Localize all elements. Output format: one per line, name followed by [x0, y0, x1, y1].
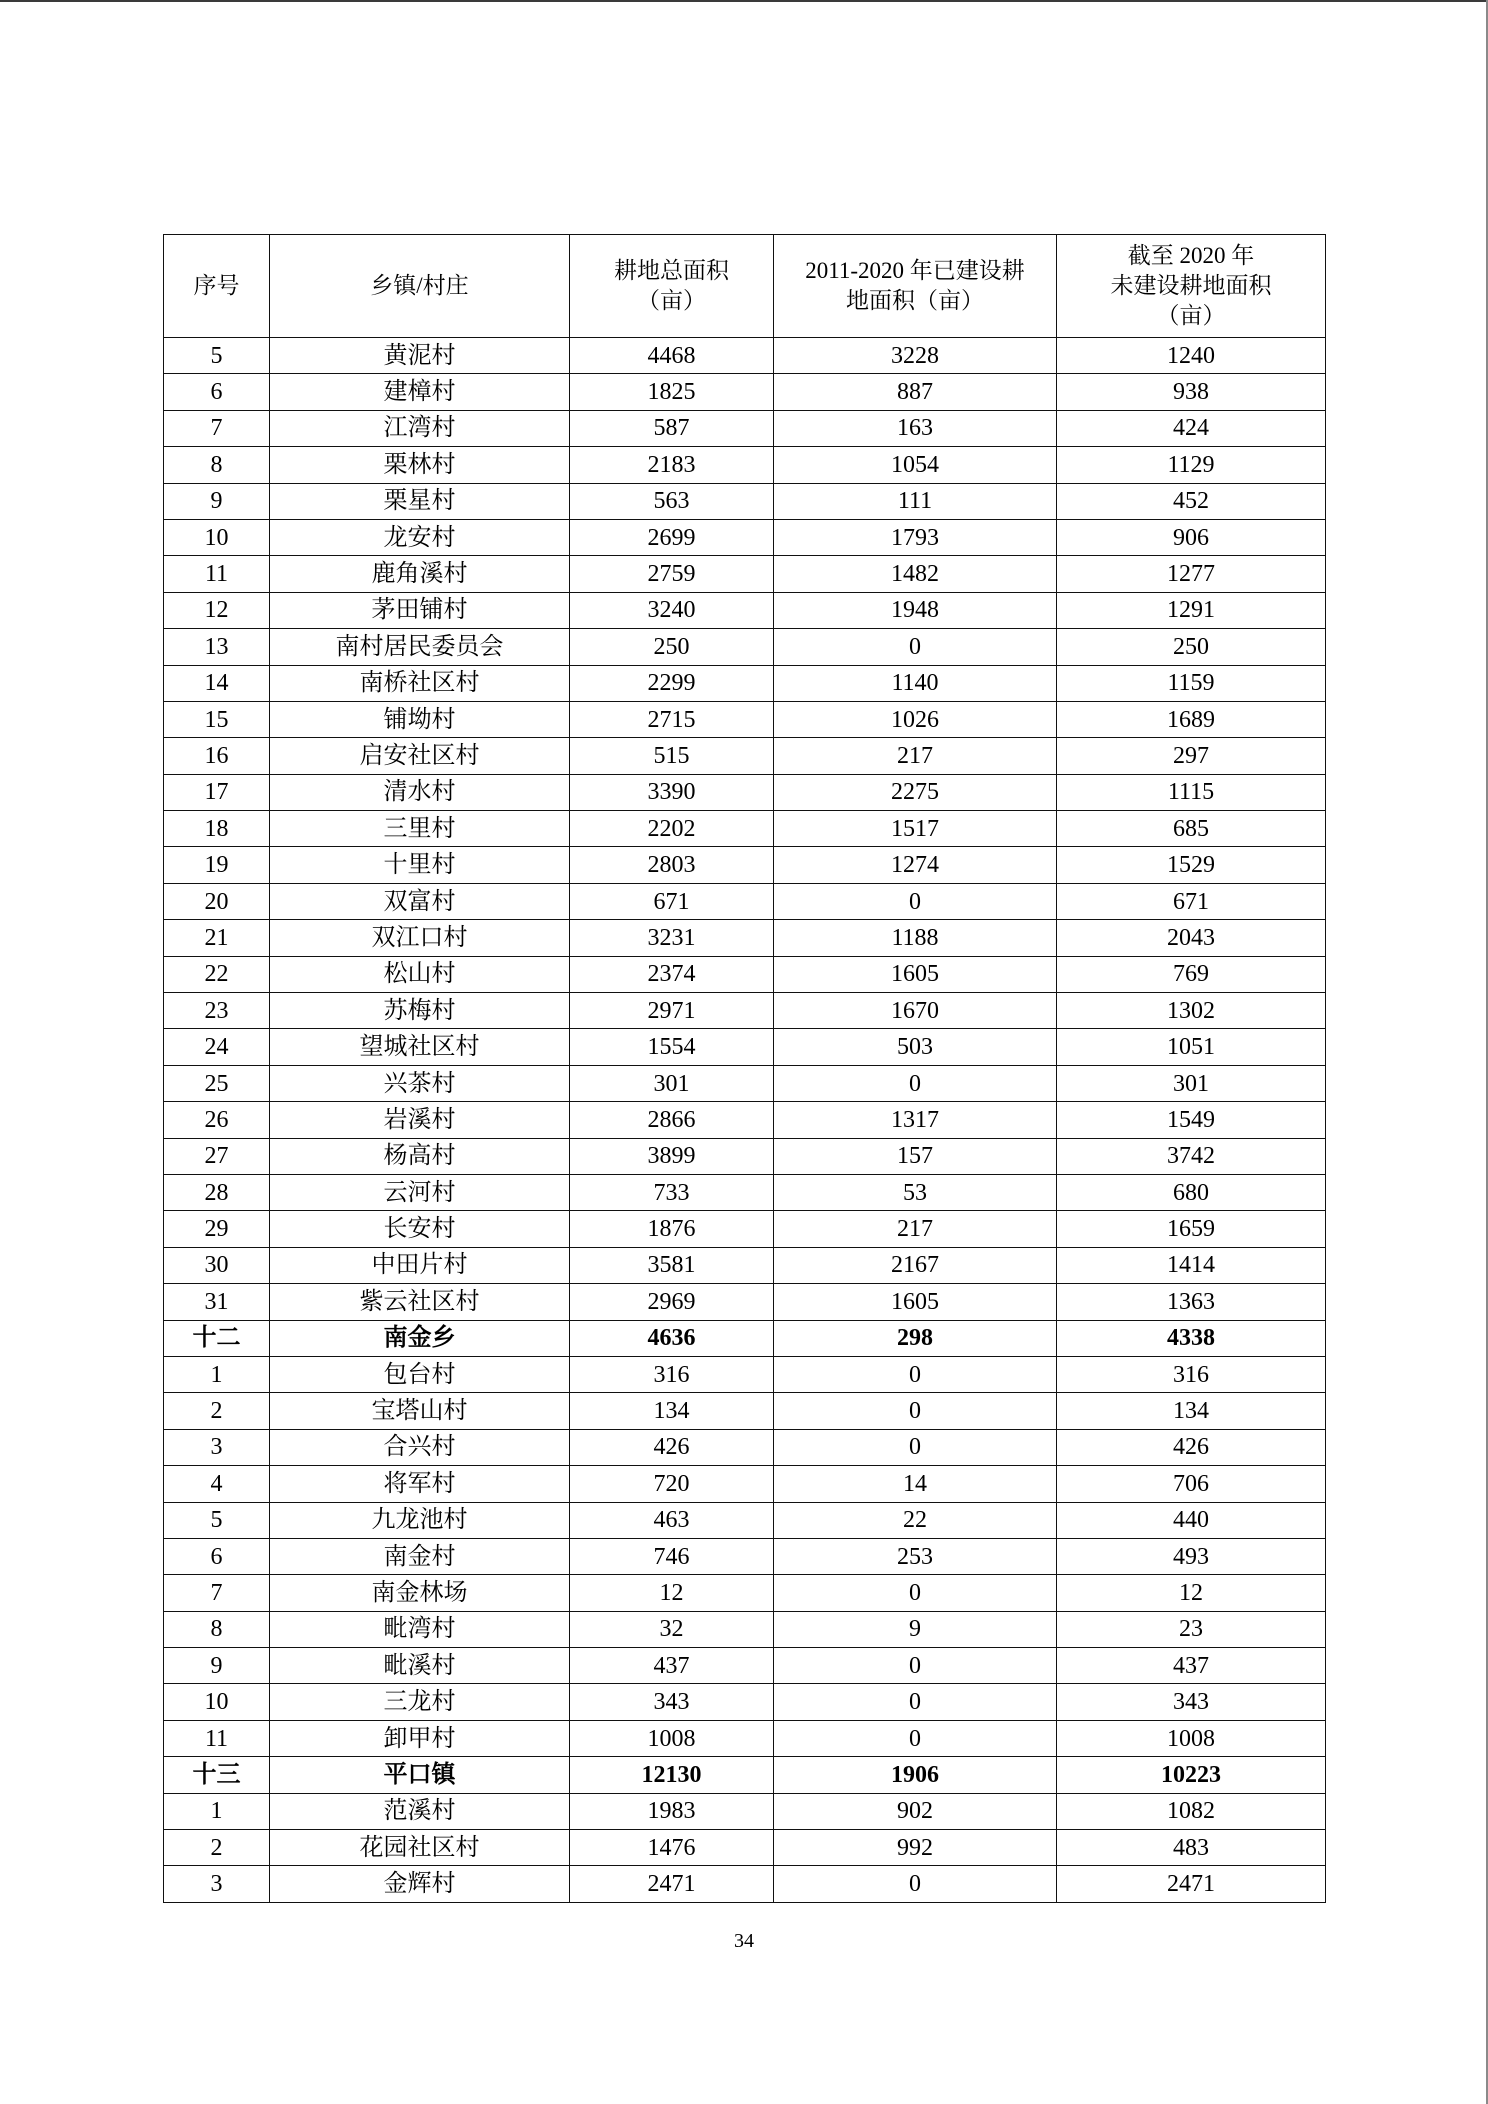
- farmland-area-table: [163, 234, 1326, 1903]
- table-row: [164, 1648, 1326, 1684]
- cell-total-area: 2866: [570, 1102, 774, 1138]
- cell-total-area: 2374: [570, 956, 774, 992]
- cell-total-area: 2699: [570, 519, 774, 555]
- cell-township-village: 平口镇: [270, 1757, 570, 1793]
- cell-township-village: 合兴村: [270, 1429, 570, 1465]
- cell-unbuilt-area: 906: [1057, 519, 1326, 555]
- cell-township-village: 卸甲村: [270, 1720, 570, 1756]
- table-row: [164, 883, 1326, 919]
- cell-built-area: 1026: [774, 701, 1057, 737]
- table-row: [164, 1102, 1326, 1138]
- cell-serial-number: 1: [164, 1793, 270, 1829]
- cell-total-area: 4636: [570, 1320, 774, 1356]
- cell-built-area: 111: [774, 483, 1057, 519]
- cell-built-area: 1605: [774, 956, 1057, 992]
- cell-serial-number: 11: [164, 556, 270, 592]
- cell-serial-number: 20: [164, 883, 270, 919]
- table-row: [164, 338, 1326, 374]
- table-row: [164, 1029, 1326, 1065]
- cell-built-area: 1140: [774, 665, 1057, 701]
- cell-built-area: 1317: [774, 1102, 1057, 1138]
- cell-unbuilt-area: 1240: [1057, 338, 1326, 374]
- cell-unbuilt-area: 297: [1057, 738, 1326, 774]
- cell-township-village: 兴茶村: [270, 1065, 570, 1101]
- cell-township-village: 栗林村: [270, 447, 570, 483]
- cell-unbuilt-area: 1008: [1057, 1720, 1326, 1756]
- cell-built-area: 0: [774, 629, 1057, 665]
- table-row: [164, 1393, 1326, 1429]
- cell-serial-number: 27: [164, 1138, 270, 1174]
- cell-total-area: 12: [570, 1575, 774, 1611]
- cell-built-area: 0: [774, 1065, 1057, 1101]
- cell-unbuilt-area: 2471: [1057, 1866, 1326, 1902]
- cell-township-village: 双江口村: [270, 920, 570, 956]
- cell-total-area: 3899: [570, 1138, 774, 1174]
- table-row: [164, 1720, 1326, 1756]
- cell-township-village: 花园社区村: [270, 1830, 570, 1866]
- table-row: [164, 592, 1326, 628]
- cell-built-area: 157: [774, 1138, 1057, 1174]
- cell-total-area: 343: [570, 1684, 774, 1720]
- cell-total-area: 1983: [570, 1793, 774, 1829]
- table-row: [164, 1830, 1326, 1866]
- header-line: （亩）: [637, 288, 706, 313]
- cell-unbuilt-area: 3742: [1057, 1138, 1326, 1174]
- cell-total-area: 2202: [570, 811, 774, 847]
- cell-total-area: 2803: [570, 847, 774, 883]
- cell-total-area: 2299: [570, 665, 774, 701]
- cell-total-area: 2715: [570, 701, 774, 737]
- table-row: [164, 410, 1326, 446]
- cell-serial-number: 8: [164, 1611, 270, 1647]
- cell-township-village: 建樟村: [270, 374, 570, 410]
- cell-built-area: 217: [774, 1211, 1057, 1247]
- cell-township-village: 苏梅村: [270, 993, 570, 1029]
- cell-serial-number: 17: [164, 774, 270, 810]
- table-row: [164, 1284, 1326, 1320]
- cell-township-village: 九龙池村: [270, 1502, 570, 1538]
- cell-built-area: 1948: [774, 592, 1057, 628]
- cell-serial-number: 6: [164, 1538, 270, 1574]
- table-subtotal-row: [164, 1757, 1326, 1793]
- cell-unbuilt-area: 1363: [1057, 1284, 1326, 1320]
- cell-serial-number: 22: [164, 956, 270, 992]
- cell-township-village: 云河村: [270, 1174, 570, 1210]
- cell-built-area: 0: [774, 883, 1057, 919]
- cell-built-area: 0: [774, 1648, 1057, 1684]
- header-built-farmland-area: [774, 235, 1057, 338]
- header-line: 乡镇/村庄: [370, 273, 469, 298]
- cell-unbuilt-area: 1277: [1057, 556, 1326, 592]
- table-row: [164, 1866, 1326, 1902]
- cell-built-area: 0: [774, 1429, 1057, 1465]
- table-row: [164, 1356, 1326, 1392]
- cell-serial-number: 21: [164, 920, 270, 956]
- cell-built-area: 0: [774, 1356, 1057, 1392]
- cell-serial-number: 6: [164, 374, 270, 410]
- cell-unbuilt-area: 483: [1057, 1830, 1326, 1866]
- header-unbuilt-farmland-area: [1057, 235, 1326, 338]
- table-row: [164, 993, 1326, 1029]
- cell-township-village: 毗溪村: [270, 1648, 570, 1684]
- cell-built-area: 0: [774, 1393, 1057, 1429]
- cell-built-area: 1793: [774, 519, 1057, 555]
- table-row: [164, 920, 1326, 956]
- cell-built-area: 1482: [774, 556, 1057, 592]
- cell-built-area: 53: [774, 1174, 1057, 1210]
- header-line: 地面积（亩）: [846, 288, 984, 313]
- table-subtotal-row: [164, 1320, 1326, 1356]
- table-row: [164, 1684, 1326, 1720]
- cell-built-area: 0: [774, 1575, 1057, 1611]
- header-line: 序号: [193, 273, 240, 298]
- cell-total-area: 746: [570, 1538, 774, 1574]
- cell-serial-number: 25: [164, 1065, 270, 1101]
- cell-township-village: 松山村: [270, 956, 570, 992]
- cell-unbuilt-area: 680: [1057, 1174, 1326, 1210]
- cell-serial-number: 16: [164, 738, 270, 774]
- cell-unbuilt-area: 1129: [1057, 447, 1326, 483]
- cell-unbuilt-area: 343: [1057, 1684, 1326, 1720]
- cell-township-village: 南金村: [270, 1538, 570, 1574]
- cell-township-village: 南桥社区村: [270, 665, 570, 701]
- header-township-village: [270, 235, 570, 338]
- cell-total-area: 720: [570, 1466, 774, 1502]
- cell-township-village: 望城社区村: [270, 1029, 570, 1065]
- cell-built-area: 1188: [774, 920, 1057, 956]
- table-body: [164, 338, 1326, 1903]
- header-line: 耕地总面积: [614, 258, 729, 283]
- cell-township-village: 清水村: [270, 774, 570, 810]
- cell-built-area: 887: [774, 374, 1057, 410]
- cell-total-area: 671: [570, 883, 774, 919]
- cell-serial-number: 10: [164, 519, 270, 555]
- cell-built-area: 2167: [774, 1247, 1057, 1283]
- header-total-farmland-area: [570, 235, 774, 338]
- cell-serial-number: 31: [164, 1284, 270, 1320]
- table-row: [164, 1174, 1326, 1210]
- cell-township-village: 范溪村: [270, 1793, 570, 1829]
- cell-unbuilt-area: 23: [1057, 1611, 1326, 1647]
- cell-serial-number: 十三: [164, 1757, 270, 1793]
- cell-unbuilt-area: 301: [1057, 1065, 1326, 1101]
- table-row: [164, 774, 1326, 810]
- cell-unbuilt-area: 1689: [1057, 701, 1326, 737]
- cell-unbuilt-area: 12: [1057, 1575, 1326, 1611]
- cell-township-village: 宝塔山村: [270, 1393, 570, 1429]
- cell-total-area: 1554: [570, 1029, 774, 1065]
- page-top-rule: [0, 0, 1488, 2]
- cell-serial-number: 10: [164, 1684, 270, 1720]
- cell-serial-number: 30: [164, 1247, 270, 1283]
- cell-unbuilt-area: 437: [1057, 1648, 1326, 1684]
- cell-serial-number: 7: [164, 1575, 270, 1611]
- header-line: 2011-2020 年已建设耕: [805, 258, 1025, 283]
- cell-built-area: 0: [774, 1720, 1057, 1756]
- cell-unbuilt-area: 1291: [1057, 592, 1326, 628]
- cell-total-area: 515: [570, 738, 774, 774]
- cell-total-area: 2471: [570, 1866, 774, 1902]
- table-row: [164, 1793, 1326, 1829]
- table-row: [164, 665, 1326, 701]
- cell-built-area: 992: [774, 1830, 1057, 1866]
- cell-built-area: 1054: [774, 447, 1057, 483]
- cell-township-village: 将军村: [270, 1466, 570, 1502]
- table-row: [164, 738, 1326, 774]
- cell-built-area: 14: [774, 1466, 1057, 1502]
- cell-township-village: 毗湾村: [270, 1611, 570, 1647]
- cell-township-village: 龙安村: [270, 519, 570, 555]
- cell-serial-number: 2: [164, 1830, 270, 1866]
- cell-built-area: 1274: [774, 847, 1057, 883]
- cell-total-area: 3390: [570, 774, 774, 810]
- cell-total-area: 12130: [570, 1757, 774, 1793]
- cell-unbuilt-area: 1159: [1057, 665, 1326, 701]
- cell-unbuilt-area: 4338: [1057, 1320, 1326, 1356]
- table-row: [164, 847, 1326, 883]
- cell-built-area: 1605: [774, 1284, 1057, 1320]
- cell-total-area: 463: [570, 1502, 774, 1538]
- cell-total-area: 301: [570, 1065, 774, 1101]
- cell-unbuilt-area: 1659: [1057, 1211, 1326, 1247]
- cell-total-area: 3231: [570, 920, 774, 956]
- cell-total-area: 250: [570, 629, 774, 665]
- cell-unbuilt-area: 938: [1057, 374, 1326, 410]
- cell-township-village: 杨高村: [270, 1138, 570, 1174]
- cell-total-area: 563: [570, 483, 774, 519]
- cell-township-village: 南金乡: [270, 1320, 570, 1356]
- table-row: [164, 374, 1326, 410]
- table-row: [164, 1247, 1326, 1283]
- cell-serial-number: 14: [164, 665, 270, 701]
- cell-total-area: 587: [570, 410, 774, 446]
- table-row: [164, 1611, 1326, 1647]
- cell-serial-number: 9: [164, 483, 270, 519]
- cell-township-village: 包台村: [270, 1356, 570, 1392]
- cell-unbuilt-area: 769: [1057, 956, 1326, 992]
- cell-unbuilt-area: 426: [1057, 1429, 1326, 1465]
- cell-unbuilt-area: 1115: [1057, 774, 1326, 810]
- table-row: [164, 1429, 1326, 1465]
- cell-serial-number: 24: [164, 1029, 270, 1065]
- header-line: 截至 2020 年: [1127, 243, 1255, 268]
- cell-built-area: 9: [774, 1611, 1057, 1647]
- cell-serial-number: 3: [164, 1429, 270, 1465]
- table-row: [164, 1065, 1326, 1101]
- cell-total-area: 1825: [570, 374, 774, 410]
- cell-unbuilt-area: 2043: [1057, 920, 1326, 956]
- cell-serial-number: 5: [164, 1502, 270, 1538]
- cell-unbuilt-area: 1414: [1057, 1247, 1326, 1283]
- table-row: [164, 447, 1326, 483]
- cell-unbuilt-area: 424: [1057, 410, 1326, 446]
- cell-unbuilt-area: 493: [1057, 1538, 1326, 1574]
- cell-serial-number: 8: [164, 447, 270, 483]
- cell-unbuilt-area: 706: [1057, 1466, 1326, 1502]
- cell-serial-number: 28: [164, 1174, 270, 1210]
- cell-total-area: 4468: [570, 338, 774, 374]
- table-row: [164, 1538, 1326, 1574]
- table-row: [164, 556, 1326, 592]
- cell-township-village: 长安村: [270, 1211, 570, 1247]
- cell-township-village: 茅田铺村: [270, 592, 570, 628]
- table-row: [164, 483, 1326, 519]
- cell-total-area: 1476: [570, 1830, 774, 1866]
- cell-township-village: 鹿角溪村: [270, 556, 570, 592]
- cell-township-village: 金辉村: [270, 1866, 570, 1902]
- table-row: [164, 519, 1326, 555]
- table-row: [164, 1575, 1326, 1611]
- cell-built-area: 0: [774, 1684, 1057, 1720]
- cell-township-village: 南村居民委员会: [270, 629, 570, 665]
- table-row: [164, 701, 1326, 737]
- cell-serial-number: 2: [164, 1393, 270, 1429]
- cell-built-area: 902: [774, 1793, 1057, 1829]
- cell-total-area: 2183: [570, 447, 774, 483]
- cell-township-village: 三里村: [270, 811, 570, 847]
- table-row: [164, 1502, 1326, 1538]
- cell-built-area: 1517: [774, 811, 1057, 847]
- cell-total-area: 426: [570, 1429, 774, 1465]
- table-row: [164, 1211, 1326, 1247]
- cell-unbuilt-area: 1529: [1057, 847, 1326, 883]
- cell-unbuilt-area: 671: [1057, 883, 1326, 919]
- cell-unbuilt-area: 1051: [1057, 1029, 1326, 1065]
- cell-township-village: 中田片村: [270, 1247, 570, 1283]
- cell-total-area: 2759: [570, 556, 774, 592]
- header-serial-number: [164, 235, 270, 338]
- cell-serial-number: 13: [164, 629, 270, 665]
- table-row: [164, 956, 1326, 992]
- cell-built-area: 163: [774, 410, 1057, 446]
- cell-built-area: 1670: [774, 993, 1057, 1029]
- cell-township-village: 南金林场: [270, 1575, 570, 1611]
- cell-township-village: 栗星村: [270, 483, 570, 519]
- cell-serial-number: 5: [164, 338, 270, 374]
- cell-serial-number: 29: [164, 1211, 270, 1247]
- cell-serial-number: 十二: [164, 1320, 270, 1356]
- cell-unbuilt-area: 452: [1057, 483, 1326, 519]
- cell-township-village: 双富村: [270, 883, 570, 919]
- cell-township-village: 十里村: [270, 847, 570, 883]
- cell-serial-number: 23: [164, 993, 270, 1029]
- cell-total-area: 437: [570, 1648, 774, 1684]
- cell-total-area: 733: [570, 1174, 774, 1210]
- cell-total-area: 1876: [570, 1211, 774, 1247]
- table-header-row: [164, 235, 1326, 338]
- cell-serial-number: 26: [164, 1102, 270, 1138]
- table-row: [164, 1466, 1326, 1502]
- cell-total-area: 32: [570, 1611, 774, 1647]
- cell-unbuilt-area: 316: [1057, 1356, 1326, 1392]
- cell-total-area: 134: [570, 1393, 774, 1429]
- cell-built-area: 22: [774, 1502, 1057, 1538]
- cell-built-area: 2275: [774, 774, 1057, 810]
- cell-unbuilt-area: 1082: [1057, 1793, 1326, 1829]
- cell-serial-number: 4: [164, 1466, 270, 1502]
- cell-township-village: 紫云社区村: [270, 1284, 570, 1320]
- table-row: [164, 629, 1326, 665]
- cell-total-area: 2971: [570, 993, 774, 1029]
- cell-township-village: 启安社区村: [270, 738, 570, 774]
- cell-township-village: 江湾村: [270, 410, 570, 446]
- header-line: 未建设耕地面积: [1110, 273, 1272, 298]
- cell-total-area: 3581: [570, 1247, 774, 1283]
- cell-built-area: 503: [774, 1029, 1057, 1065]
- cell-serial-number: 9: [164, 1648, 270, 1684]
- cell-unbuilt-area: 685: [1057, 811, 1326, 847]
- cell-township-village: 岩溪村: [270, 1102, 570, 1138]
- cell-built-area: 298: [774, 1320, 1057, 1356]
- cell-serial-number: 7: [164, 410, 270, 446]
- cell-unbuilt-area: 440: [1057, 1502, 1326, 1538]
- page-number: 34: [734, 1930, 754, 1952]
- cell-serial-number: 15: [164, 701, 270, 737]
- cell-serial-number: 12: [164, 592, 270, 628]
- cell-serial-number: 3: [164, 1866, 270, 1902]
- cell-unbuilt-area: 134: [1057, 1393, 1326, 1429]
- cell-township-village: 黄泥村: [270, 338, 570, 374]
- header-line: （亩）: [1156, 303, 1226, 328]
- table-row: [164, 1138, 1326, 1174]
- cell-serial-number: 19: [164, 847, 270, 883]
- cell-total-area: 1008: [570, 1720, 774, 1756]
- cell-total-area: 316: [570, 1356, 774, 1392]
- cell-built-area: 217: [774, 738, 1057, 774]
- cell-serial-number: 11: [164, 1720, 270, 1756]
- cell-unbuilt-area: 1302: [1057, 993, 1326, 1029]
- cell-built-area: 3228: [774, 338, 1057, 374]
- cell-built-area: 0: [774, 1866, 1057, 1902]
- cell-serial-number: 1: [164, 1356, 270, 1392]
- cell-built-area: 253: [774, 1538, 1057, 1574]
- cell-total-area: 2969: [570, 1284, 774, 1320]
- table-row: [164, 811, 1326, 847]
- cell-serial-number: 18: [164, 811, 270, 847]
- cell-unbuilt-area: 1549: [1057, 1102, 1326, 1138]
- cell-total-area: 3240: [570, 592, 774, 628]
- cell-township-village: 铺坳村: [270, 701, 570, 737]
- cell-unbuilt-area: 250: [1057, 629, 1326, 665]
- cell-unbuilt-area: 10223: [1057, 1757, 1326, 1793]
- cell-township-village: 三龙村: [270, 1684, 570, 1720]
- cell-built-area: 1906: [774, 1757, 1057, 1793]
